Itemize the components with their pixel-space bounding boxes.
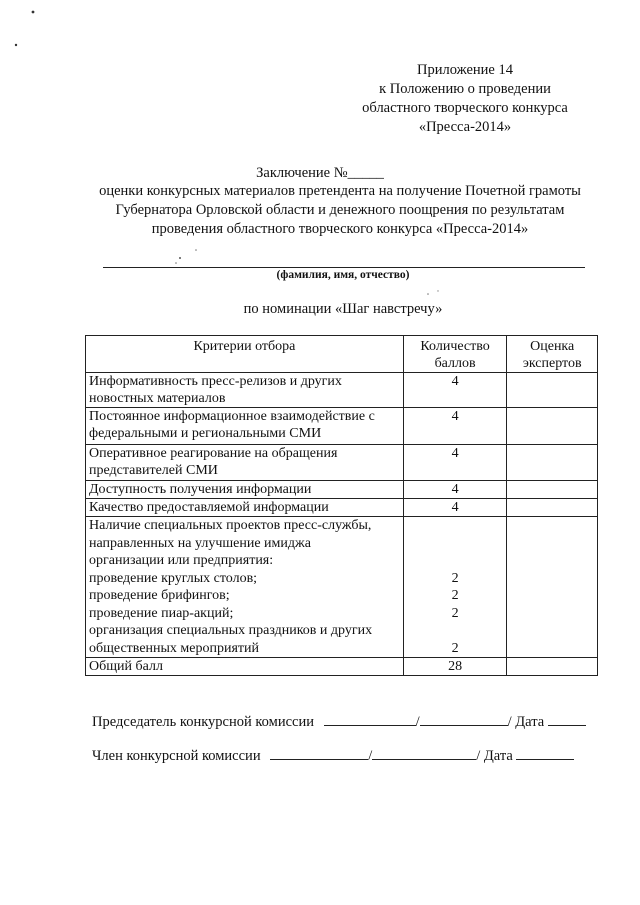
annex-line3: областного творческого конкурса [362, 100, 568, 116]
expert-score-cell[interactable] [507, 517, 598, 658]
table-row [86, 445, 598, 481]
criterion-cell [86, 373, 404, 408]
special-score [407, 552, 504, 570]
table-row [86, 499, 598, 517]
member-date-label: / Дата [476, 748, 513, 764]
annex-number: Приложение 14 [417, 62, 513, 78]
special-score [407, 622, 504, 640]
special-line: проведение пиар-акций; [89, 605, 234, 621]
chair-name-blank[interactable] [420, 711, 508, 726]
special-line: организации или предприятия: [89, 553, 274, 568]
annex-header [340, 61, 590, 137]
member-date-blank[interactable] [516, 745, 574, 760]
special-line: общественных мероприятий [89, 640, 260, 656]
expert-score-cell[interactable] [507, 408, 598, 445]
score-cell: 4 [403, 408, 507, 445]
criterion-cell: Доступность получения информации [86, 481, 404, 499]
conclusion-body [60, 182, 620, 239]
criterion-cell [86, 408, 404, 445]
special-line: направленных на улучшение имиджа [89, 535, 311, 551]
criterion-cell [86, 445, 404, 481]
name-caption: (фамилия, имя, отчество) [276, 269, 410, 281]
score-cell: 4 [403, 445, 507, 481]
chair-label: Председатель конкурсной комиссии [92, 714, 314, 730]
header-criteria: Критерии отбора [86, 336, 404, 373]
expert-score-cell[interactable] [507, 373, 598, 408]
special-score: 2 [451, 588, 459, 603]
chair-signature-blank[interactable] [324, 711, 416, 726]
score-cell: 4 [403, 499, 507, 517]
criterion-cell [86, 517, 404, 658]
special-line: организация специальных праздников и других [89, 623, 373, 638]
special-line: проведение круглых столов; [89, 570, 258, 586]
expert-score-cell[interactable] [507, 445, 598, 481]
criteria-table [85, 335, 598, 676]
special-score: 2 [451, 640, 459, 656]
expert-total-cell[interactable] [507, 658, 598, 676]
score-cell: 4 [403, 481, 507, 499]
table-row [86, 373, 598, 408]
chair-date-blank[interactable] [548, 711, 586, 726]
special-score [407, 517, 504, 535]
criterion-text: Постоянное информационное взаимодействие с [89, 409, 375, 424]
special-score [407, 535, 504, 553]
header-experts-line1: Оценка [530, 339, 575, 354]
special-line: Наличие специальных проектов пресс-службы, [89, 518, 372, 533]
expert-score-cell[interactable] [507, 481, 598, 499]
expert-score-cell[interactable] [507, 499, 598, 517]
table-row [86, 408, 598, 445]
conclusion-line3: проведения областного творческого конкурса «Пресса-2014» [151, 221, 529, 237]
member-name-blank[interactable] [372, 745, 476, 760]
special-score: 2 [451, 605, 459, 621]
table-row-special-projects [86, 517, 598, 658]
criterion-text: новостных материалов [89, 391, 226, 406]
chair-date-label: / Дата [507, 714, 545, 730]
table-row-total [86, 658, 598, 676]
conclusion-line1: оценки конкурсных материалов претендента на получение Почетной грамоты [99, 183, 581, 199]
header-points-line2: баллов [434, 356, 476, 371]
header-points-line1: Количество [420, 339, 490, 354]
member-label: Член конкурсной комиссии [92, 748, 261, 764]
header-points [403, 336, 507, 373]
criterion-text: представителей СМИ [89, 463, 218, 478]
score-cell: 4 [403, 373, 507, 408]
table-row [86, 481, 598, 499]
special-line: проведение брифингов; [89, 588, 230, 603]
total-score: 28 [403, 658, 507, 676]
score-cell [403, 517, 507, 658]
conclusion-title: Заключение №_____ [256, 165, 384, 181]
criterion-text: Информативность пресс-релизов и других [89, 374, 342, 389]
member-signature-blank[interactable] [270, 745, 368, 760]
chair-signature-line [92, 711, 586, 731]
criterion-text: Оперативное реагирование на обращения [89, 446, 338, 461]
conclusion-line2: Губернатора Орловской области и денежного поощрения по результатам [115, 202, 565, 218]
criterion-cell: Качество предоставляемой информации [86, 499, 404, 517]
special-score: 2 [451, 570, 459, 586]
slash: / [415, 714, 420, 730]
nomination-title: по номинации «Шаг навстречу» [243, 301, 443, 317]
annex-line2: к Положению о проведении [379, 81, 551, 97]
header-experts-line2: экспертов [522, 356, 582, 371]
criterion-text: федеральными и региональными СМИ [89, 426, 322, 441]
table-header-row [86, 336, 598, 373]
slash: / [368, 748, 373, 764]
header-experts [507, 336, 598, 373]
annex-line4: «Пресса-2014» [418, 119, 512, 135]
total-label: Общий балл [86, 658, 404, 676]
member-signature-line [92, 745, 574, 765]
name-blank-line[interactable] [103, 267, 585, 268]
